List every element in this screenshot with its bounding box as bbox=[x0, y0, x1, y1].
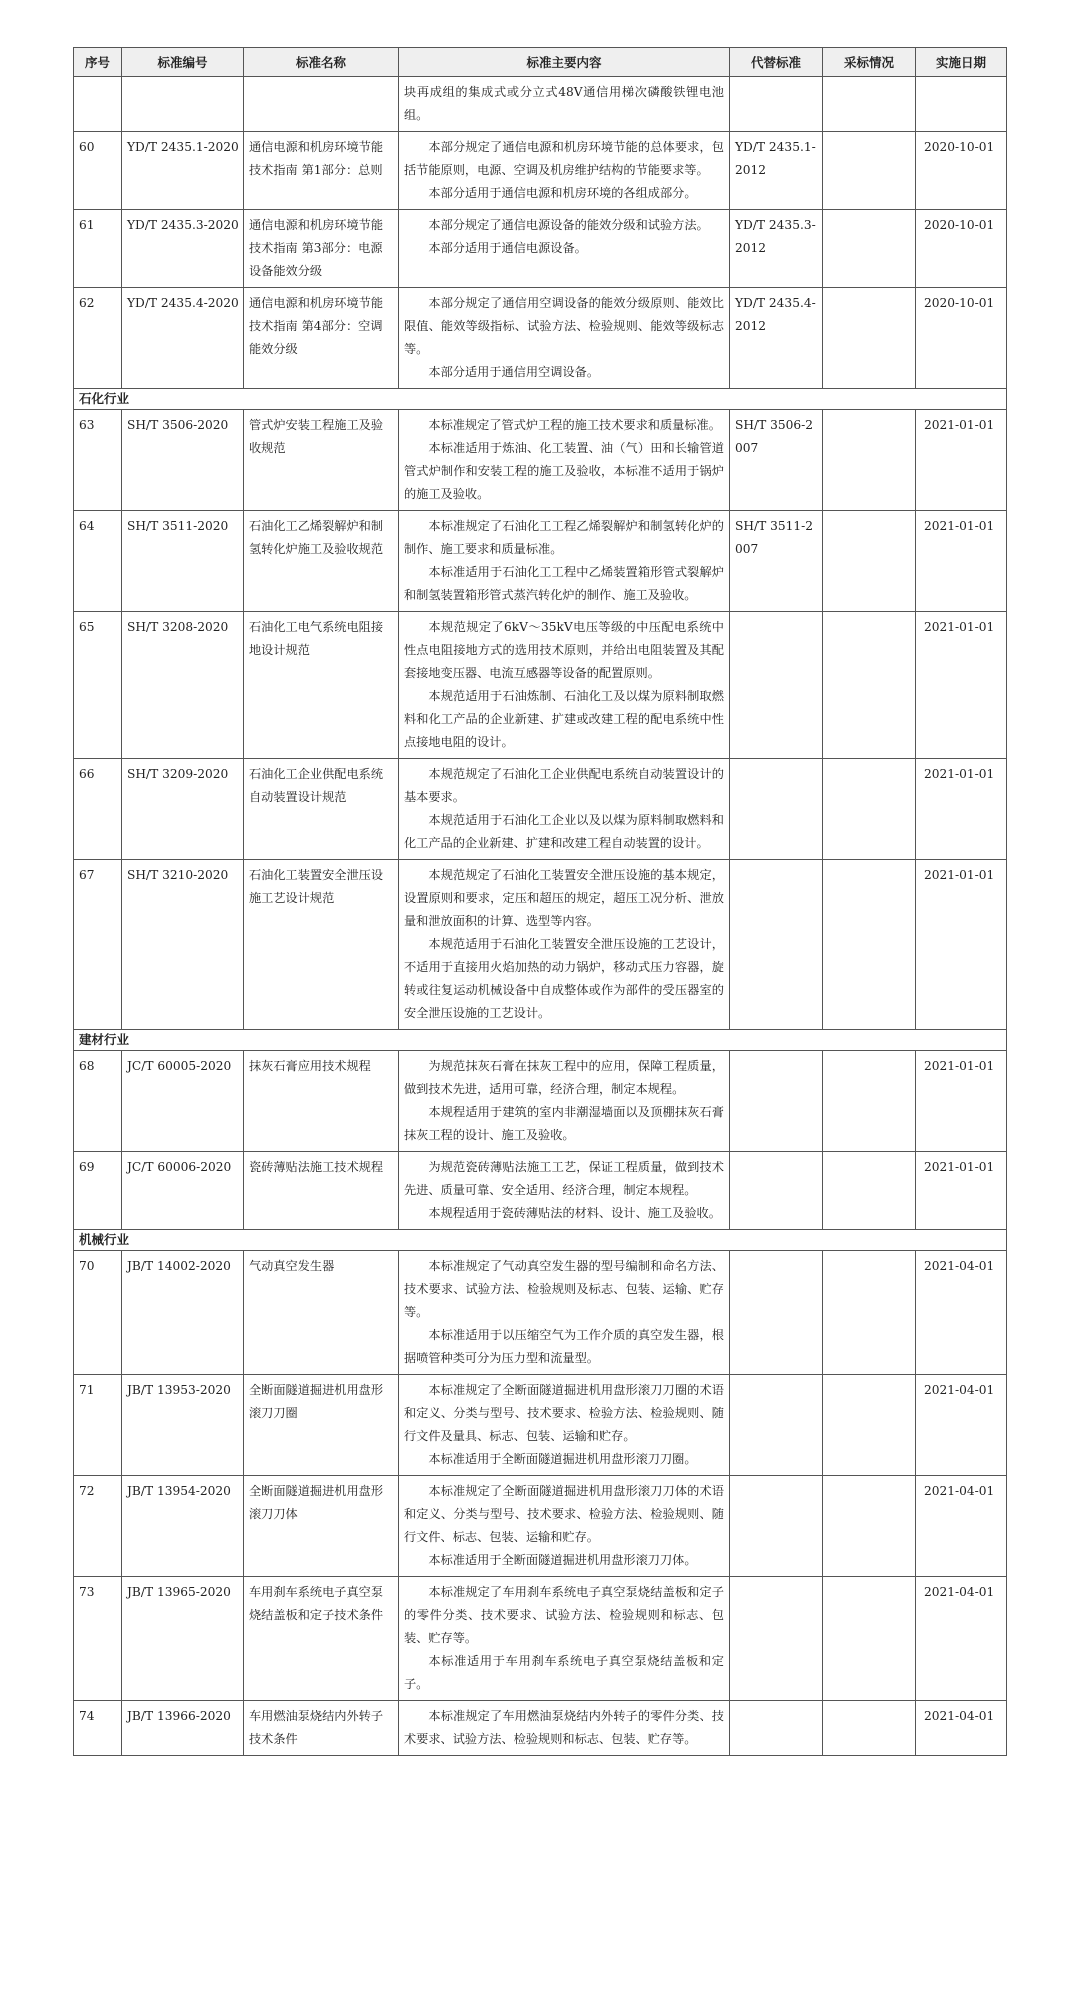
cell-code: JB/T 13953-2020 bbox=[122, 1375, 244, 1476]
cell-adoption bbox=[823, 1375, 916, 1476]
section-row bbox=[74, 1030, 1007, 1051]
cell-date: 2020-10-01 bbox=[916, 288, 1007, 389]
cell-code: YD/T 2435.4-2020 bbox=[122, 288, 244, 389]
table-row bbox=[74, 1251, 1007, 1375]
cell-content bbox=[399, 77, 730, 132]
cell-date: 2020-10-01 bbox=[916, 132, 1007, 210]
header-name: 标准名称 bbox=[244, 48, 399, 77]
cell-name: 通信电源和机房环境节能技术指南 第4部分：空调能效分级 bbox=[244, 288, 399, 389]
cell-content bbox=[399, 132, 730, 210]
cell-adoption bbox=[823, 288, 916, 389]
cell-name: 石油化工电气系统电阻接地设计规范 bbox=[244, 612, 399, 759]
cell-no: 70 bbox=[74, 1251, 122, 1375]
cell-replaces: SH/T 3506-2007 bbox=[730, 410, 823, 511]
table-header-row bbox=[74, 48, 1007, 77]
cell-code: JC/T 60005-2020 bbox=[122, 1051, 244, 1152]
content-paragraph: 本规范规定了石油化工企业供配电系统自动装置设计的基本要求。 bbox=[404, 767, 724, 804]
cell-replaces: YD/T 2435.3-2012 bbox=[730, 210, 823, 288]
cell-name: 瓷砖薄贴法施工技术规程 bbox=[244, 1152, 399, 1230]
cell-content bbox=[399, 1476, 730, 1577]
cell-code: JB/T 13966-2020 bbox=[122, 1701, 244, 1756]
table-row bbox=[74, 288, 1007, 389]
cell-date: 2021-01-01 bbox=[916, 759, 1007, 860]
table-row bbox=[74, 1476, 1007, 1577]
content-paragraph: 本标准适用于以压缩空气为工作介质的真空发生器，根据喷管种类可分为压力型和流量型。 bbox=[404, 1328, 724, 1365]
content-paragraph: 本规范适用于石油化工装置安全泄压设施的工艺设计，不适用于直接用火焰加热的动力锅炉，移动式压力容器，旋转或往复运动机械设备中自成整体或作为部件的受压器室的安全泄压设施的工艺设计。 bbox=[404, 937, 724, 1020]
cell-no: 69 bbox=[74, 1152, 122, 1230]
content-paragraph: 本标准规定了气动真空发生器的型号编制和命名方法、技术要求、试验方法、检验规则及标志、包装、运输、贮存等。 bbox=[404, 1259, 724, 1319]
content-paragraph: 本规范适用于石油化工企业以及以煤为原料制取燃料和化工产品的企业新建、扩建和改建工程自动装置的设计。 bbox=[404, 813, 724, 850]
table-row bbox=[74, 210, 1007, 288]
cell-date: 2021-01-01 bbox=[916, 612, 1007, 759]
cell-adoption bbox=[823, 759, 916, 860]
section-label: 建材行业 bbox=[74, 1030, 1007, 1051]
content-paragraph: 本标准规定了车用燃油泵烧结内外转子的零件分类、技术要求、试验方法、检验规则和标志、包装、贮存等。 bbox=[404, 1709, 724, 1746]
content-paragraph: 本规范规定了6kV～35kV电压等级的中压配电系统中性点电阻接地方式的选用技术原则，并给出电阻装置及其配套接地变压器、电流互感器等设备的配置原则。 bbox=[404, 620, 724, 680]
cell-date: 2021-01-01 bbox=[916, 410, 1007, 511]
cell-date: 2021-04-01 bbox=[916, 1701, 1007, 1756]
cell-replaces bbox=[730, 1251, 823, 1375]
cell-date: 2021-04-01 bbox=[916, 1476, 1007, 1577]
cell-replaces: SH/T 3511-2007 bbox=[730, 511, 823, 612]
cell-content bbox=[399, 210, 730, 288]
cell-content bbox=[399, 1051, 730, 1152]
cell-replaces bbox=[730, 860, 823, 1030]
content-paragraph: 本部分适用于通信电源和机房环境的各组成部分。 bbox=[428, 186, 697, 200]
cell-code: SH/T 3209-2020 bbox=[122, 759, 244, 860]
cell-code: SH/T 3506-2020 bbox=[122, 410, 244, 511]
content-paragraph: 为规范抹灰石膏在抹灰工程中的应用，保障工程质量，做到技术先进，适用可靠，经济合理，制定本规程。 bbox=[404, 1059, 724, 1096]
cell-adoption bbox=[823, 1577, 916, 1701]
cell-no: 74 bbox=[74, 1701, 122, 1756]
cell-no: 64 bbox=[74, 511, 122, 612]
cell-replaces bbox=[730, 1152, 823, 1230]
cell-adoption bbox=[823, 1251, 916, 1375]
cell-no: 67 bbox=[74, 860, 122, 1030]
section-row bbox=[74, 1230, 1007, 1251]
header-content: 标准主要内容 bbox=[399, 48, 730, 77]
standards-table-page bbox=[73, 47, 1006, 1756]
cell-content bbox=[399, 1375, 730, 1476]
cell-replaces bbox=[730, 77, 823, 132]
content-paragraph: 本标准适用于全断面隧道掘进机用盘形滚刀刀圈。 bbox=[428, 1452, 697, 1466]
content-paragraph: 本标准适用于车用刹车系统电子真空泵烧结盖板和定子。 bbox=[404, 1654, 724, 1691]
header-no: 序号 bbox=[74, 48, 122, 77]
cell-content bbox=[399, 1251, 730, 1375]
cell-replaces bbox=[730, 1375, 823, 1476]
cell-no: 62 bbox=[74, 288, 122, 389]
cell-adoption bbox=[823, 1051, 916, 1152]
cell-date: 2021-01-01 bbox=[916, 860, 1007, 1030]
cell-date bbox=[916, 77, 1007, 132]
content-paragraph: 本标准规定了全断面隧道掘进机用盘形滚刀刀体的术语和定义、分类与型号、技术要求、检验方法、检验规则、随行文件、标志、包装、运输和贮存。 bbox=[404, 1484, 724, 1544]
cell-code: JB/T 13965-2020 bbox=[122, 1577, 244, 1701]
cell-adoption bbox=[823, 1701, 916, 1756]
section-label: 机械行业 bbox=[74, 1230, 1007, 1251]
content-paragraph: 本部分规定了通信用空调设备的能效分级原则、能效比限值、能效等级指标、试验方法、检验规则、能效等级标志等。 bbox=[404, 296, 724, 356]
content-paragraph: 本部分规定了通信电源设备的能效分级和试验方法。 bbox=[428, 218, 709, 232]
cell-date: 2021-04-01 bbox=[916, 1251, 1007, 1375]
content-paragraph: 本部分适用于通信用空调设备。 bbox=[428, 365, 600, 379]
cell-name bbox=[244, 77, 399, 132]
table-row bbox=[74, 612, 1007, 759]
cell-adoption bbox=[823, 860, 916, 1030]
header-adoption: 采标情况 bbox=[823, 48, 916, 77]
cell-name: 通信电源和机房环境节能技术指南 第1部分：总则 bbox=[244, 132, 399, 210]
table-row bbox=[74, 1701, 1007, 1756]
cell-no: 71 bbox=[74, 1375, 122, 1476]
cell-no: 72 bbox=[74, 1476, 122, 1577]
cell-no bbox=[74, 77, 122, 132]
cell-replaces bbox=[730, 1051, 823, 1152]
content-paragraph: 本标准适用于全断面隧道掘进机用盘形滚刀刀体。 bbox=[428, 1553, 697, 1567]
standards-table bbox=[73, 47, 1007, 1756]
cell-no: 66 bbox=[74, 759, 122, 860]
cell-content bbox=[399, 1701, 730, 1756]
cell-content bbox=[399, 410, 730, 511]
section-label: 石化行业 bbox=[74, 389, 1007, 410]
cell-date: 2021-01-01 bbox=[916, 1152, 1007, 1230]
cell-code: YD/T 2435.3-2020 bbox=[122, 210, 244, 288]
table-row bbox=[74, 1577, 1007, 1701]
cell-date: 2021-01-01 bbox=[916, 1051, 1007, 1152]
cell-name: 石油化工企业供配电系统自动装置设计规范 bbox=[244, 759, 399, 860]
table-row bbox=[74, 860, 1007, 1030]
cell-code: JB/T 14002-2020 bbox=[122, 1251, 244, 1375]
cell-date: 2021-04-01 bbox=[916, 1375, 1007, 1476]
cell-replaces bbox=[730, 759, 823, 860]
header-date: 实施日期 bbox=[916, 48, 1007, 77]
cell-date: 2020-10-01 bbox=[916, 210, 1007, 288]
content-paragraph: 本规范适用于石油炼制、石油化工及以煤为原料制取燃料和化工产品的企业新建、扩建或改建工程的配电系统中性点接地电阻的设计。 bbox=[404, 689, 724, 749]
cell-adoption bbox=[823, 511, 916, 612]
cell-adoption bbox=[823, 1476, 916, 1577]
cell-no: 73 bbox=[74, 1577, 122, 1701]
cell-name: 石油化工乙烯裂解炉和制氢转化炉施工及验收规范 bbox=[244, 511, 399, 612]
cell-adoption bbox=[823, 132, 916, 210]
table-row bbox=[74, 132, 1007, 210]
cell-replaces bbox=[730, 612, 823, 759]
cell-date: 2021-01-01 bbox=[916, 511, 1007, 612]
content-paragraph: 本规程适用于建筑的室内非潮湿墙面以及顶棚抹灰石膏抹灰工程的设计、施工及验收。 bbox=[404, 1105, 724, 1142]
table-row bbox=[74, 511, 1007, 612]
cell-content bbox=[399, 511, 730, 612]
content-paragraph: 本规范规定了石油化工装置安全泄压设施的基本规定，设置原则和要求，定压和超压的规定，超压工况分析、泄放量和泄放面积的计算、选型等内容。 bbox=[404, 868, 724, 928]
cell-adoption bbox=[823, 1152, 916, 1230]
cell-code: SH/T 3511-2020 bbox=[122, 511, 244, 612]
content-paragraph: 本规程适用于瓷砖薄贴法的材料、设计、施工及验收。 bbox=[428, 1206, 721, 1220]
header-replaces: 代替标准 bbox=[730, 48, 823, 77]
cell-no: 63 bbox=[74, 410, 122, 511]
table-row bbox=[74, 759, 1007, 860]
cell-replaces bbox=[730, 1476, 823, 1577]
cell-name: 气动真空发生器 bbox=[244, 1251, 399, 1375]
cell-code: JB/T 13954-2020 bbox=[122, 1476, 244, 1577]
cell-adoption bbox=[823, 210, 916, 288]
cell-no: 65 bbox=[74, 612, 122, 759]
table-row bbox=[74, 77, 1007, 132]
cell-code: SH/T 3208-2020 bbox=[122, 612, 244, 759]
cell-content bbox=[399, 1152, 730, 1230]
content-paragraph: 本标准规定了管式炉工程的施工技术要求和质量标准。 bbox=[428, 418, 721, 432]
cell-name: 全断面隧道掘进机用盘形滚刀刀体 bbox=[244, 1476, 399, 1577]
content-paragraph: 为规范瓷砖薄贴法施工工艺，保证工程质量，做到技术先进、质量可靠、安全适用、经济合理，制定本规程。 bbox=[404, 1160, 724, 1197]
content-paragraph: 本标准适用于炼油、化工装置、油（气）田和长输管道管式炉制作和安装工程的施工及验收，本标准不适用于锅炉的施工及验收。 bbox=[404, 441, 724, 501]
cell-name: 车用燃油泵烧结内外转子技术条件 bbox=[244, 1701, 399, 1756]
cell-adoption bbox=[823, 77, 916, 132]
cell-adoption bbox=[823, 612, 916, 759]
table-row bbox=[74, 410, 1007, 511]
cell-name: 抹灰石膏应用技术规程 bbox=[244, 1051, 399, 1152]
cell-no: 68 bbox=[74, 1051, 122, 1152]
table-row bbox=[74, 1051, 1007, 1152]
cell-code bbox=[122, 77, 244, 132]
cell-code: JC/T 60006-2020 bbox=[122, 1152, 244, 1230]
table-row bbox=[74, 1152, 1007, 1230]
content-paragraph: 本部分规定了通信电源和机房环境节能的总体要求，包括节能原则，电源、空调及机房维护结构的节能要求等。 bbox=[404, 140, 724, 177]
cell-replaces bbox=[730, 1701, 823, 1756]
content-paragraph: 本标准规定了全断面隧道掘进机用盘形滚刀刀圈的术语和定义、分类与型号、技术要求、检验方法、检验规则、随行文件及量具、标志、包装、运输和贮存。 bbox=[404, 1383, 724, 1443]
cell-content bbox=[399, 612, 730, 759]
cell-name: 车用刹车系统电子真空泵烧结盖板和定子技术条件 bbox=[244, 1577, 399, 1701]
cell-content bbox=[399, 288, 730, 389]
cell-replaces: YD/T 2435.4-2012 bbox=[730, 288, 823, 389]
cell-content bbox=[399, 759, 730, 860]
cell-name: 通信电源和机房环境节能技术指南 第3部分：电源设备能效分级 bbox=[244, 210, 399, 288]
cell-code: YD/T 2435.1-2020 bbox=[122, 132, 244, 210]
cell-content bbox=[399, 1577, 730, 1701]
cell-replaces: YD/T 2435.1-2012 bbox=[730, 132, 823, 210]
table-row bbox=[74, 1375, 1007, 1476]
cell-code: SH/T 3210-2020 bbox=[122, 860, 244, 1030]
content-paragraph: 本标准规定了车用刹车系统电子真空泵烧结盖板和定子的零件分类、技术要求、试验方法、检验规则和标志、包装、贮存等。 bbox=[404, 1585, 724, 1645]
content-paragraph: 本标准规定了石油化工工程乙烯裂解炉和制氢转化炉的制作、施工要求和质量标准。 bbox=[404, 519, 724, 556]
cell-replaces bbox=[730, 1577, 823, 1701]
header-code: 标准编号 bbox=[122, 48, 244, 77]
cell-no: 61 bbox=[74, 210, 122, 288]
content-paragraph: 块再成组的集成式或分立式48V通信用梯次磷酸铁锂电池组。 bbox=[404, 85, 724, 122]
section-row bbox=[74, 389, 1007, 410]
content-paragraph: 本部分适用于通信电源设备。 bbox=[428, 241, 587, 255]
cell-date: 2021-04-01 bbox=[916, 1577, 1007, 1701]
cell-content bbox=[399, 860, 730, 1030]
cell-name: 石油化工装置安全泄压设施工艺设计规范 bbox=[244, 860, 399, 1030]
content-paragraph: 本标准适用于石油化工工程中乙烯装置箱形管式裂解炉和制氢装置箱形管式蒸汽转化炉的制作、施工及验收。 bbox=[404, 565, 724, 602]
cell-no: 60 bbox=[74, 132, 122, 210]
cell-name: 全断面隧道掘进机用盘形滚刀刀圈 bbox=[244, 1375, 399, 1476]
table-body bbox=[74, 77, 1007, 1756]
cell-adoption bbox=[823, 410, 916, 511]
cell-name: 管式炉安装工程施工及验收规范 bbox=[244, 410, 399, 511]
